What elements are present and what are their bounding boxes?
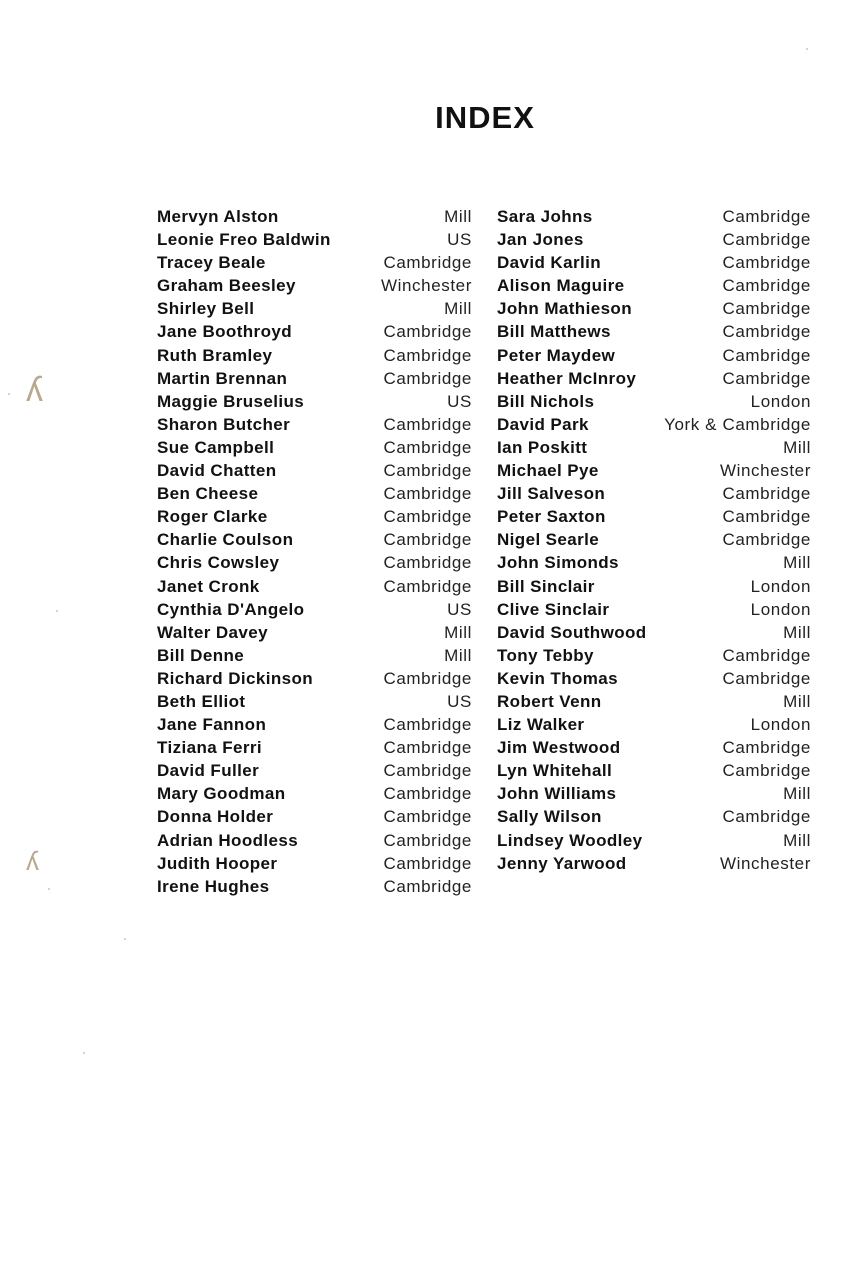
index-entry — [497, 736, 811, 759]
entry-name: David Southwood — [497, 622, 647, 642]
entry-name: Jane Fannon — [157, 715, 267, 735]
paper-speck — [124, 938, 126, 940]
index-entry — [497, 621, 811, 644]
entry-name: Shirley Bell — [157, 299, 255, 319]
entry-place: Winchester — [719, 461, 811, 481]
entry-name: Sue Campbell — [157, 437, 275, 457]
entry-name: Tiziana Ferri — [157, 738, 263, 758]
entry-name: Peter Maydew — [497, 345, 616, 365]
index-entry — [497, 690, 811, 713]
entry-name: Ruth Bramley — [157, 345, 273, 365]
index-entry — [497, 367, 811, 390]
entry-place: Cambridge — [722, 299, 811, 319]
entry-place: Cambridge — [383, 830, 472, 850]
entry-name: Jan Jones — [497, 230, 584, 250]
entry-place: London — [750, 576, 811, 596]
index-entry — [157, 505, 472, 528]
index-entry — [497, 482, 811, 505]
entry-place: Cambridge — [383, 368, 472, 388]
entry-name: Walter Davey — [157, 622, 268, 642]
entry-place: Mill — [444, 207, 472, 226]
entry-name: Judith Hooper — [157, 853, 278, 873]
index-entry — [497, 320, 811, 343]
index-entry — [157, 713, 472, 736]
entry-name: Lyn Whitehall — [497, 761, 613, 781]
index-entry — [497, 551, 811, 574]
entry-name: Clive Sinclair — [497, 599, 610, 619]
entry-name: Charlie Coulson — [157, 530, 294, 550]
index-entry — [497, 205, 811, 228]
index-entry — [497, 459, 811, 482]
index-entry — [497, 644, 811, 667]
entry-name: Richard Dickinson — [157, 668, 314, 688]
entry-name: Nigel Searle — [497, 530, 600, 550]
index-entry — [157, 528, 472, 551]
entry-name: David Chatten — [157, 461, 277, 481]
entry-name: Graham Beesley — [157, 276, 296, 296]
entry-name: David Fuller — [157, 761, 260, 781]
index-entry — [497, 829, 811, 852]
entry-name: Bill Matthews — [497, 322, 611, 342]
index-entry — [157, 367, 472, 390]
entry-place: Cambridge — [383, 668, 472, 688]
index-entry — [157, 413, 472, 436]
entry-place: Cambridge — [722, 345, 811, 365]
entry-place: Cambridge — [383, 761, 472, 781]
entry-name: John Mathieson — [497, 299, 632, 319]
index-entry — [497, 505, 811, 528]
entry-place: Mill — [783, 553, 811, 573]
paper-speck — [56, 610, 58, 612]
index-entry — [157, 344, 472, 367]
entry-place: Mill — [783, 691, 811, 711]
entry-name: Mervyn Alston — [157, 207, 279, 226]
entry-place: Cambridge — [383, 414, 472, 434]
entry-name: Sally Wilson — [497, 807, 602, 827]
index-entry — [497, 297, 811, 320]
index-entry — [157, 274, 472, 297]
entry-name: Leonie Freo Baldwin — [157, 230, 331, 250]
entry-name: John Simonds — [497, 553, 619, 573]
entry-name: Mary Goodman — [157, 784, 286, 804]
index-entry — [497, 274, 811, 297]
entry-place: Mill — [783, 622, 811, 642]
entry-name: Donna Holder — [157, 807, 274, 827]
entry-name: Michael Pye — [497, 461, 599, 481]
index-entry — [157, 621, 472, 644]
entry-name: Lindsey Woodley — [497, 830, 643, 850]
paper-smudge-mark: ʎ — [26, 846, 39, 876]
index-entry — [497, 528, 811, 551]
index-entry — [497, 713, 811, 736]
entry-place: Cambridge — [722, 738, 811, 758]
index-entry — [157, 644, 472, 667]
entry-place: Mill — [783, 830, 811, 850]
entry-name: Jim Westwood — [497, 738, 621, 758]
entry-place: Cambridge — [383, 507, 472, 527]
index-entry — [157, 482, 472, 505]
entry-place: Cambridge — [722, 668, 811, 688]
entry-name: Adrian Hoodless — [157, 830, 299, 850]
entry-place: Cambridge — [383, 553, 472, 573]
index-entry — [497, 413, 811, 436]
entry-place: US — [447, 391, 472, 411]
entry-place: US — [447, 691, 472, 711]
entry-name: Ian Poskitt — [497, 437, 588, 457]
entry-name: Chris Cowsley — [157, 553, 280, 573]
entry-name: Jill Salveson — [497, 484, 606, 504]
index-entry — [157, 690, 472, 713]
entry-place: Cambridge — [383, 437, 472, 457]
entry-place: Cambridge — [722, 322, 811, 342]
entry-place: Cambridge — [722, 645, 811, 665]
index-entry — [157, 805, 472, 828]
index-entry — [497, 852, 811, 875]
index-entry — [497, 436, 811, 459]
entry-place: Cambridge — [722, 807, 811, 827]
entry-place: Cambridge — [383, 484, 472, 504]
index-entry — [497, 782, 811, 805]
entry-place: Cambridge — [722, 276, 811, 296]
entry-place: London — [750, 391, 811, 411]
index-entry — [497, 759, 811, 782]
entry-name: Martin Brennan — [157, 368, 288, 388]
index-entry — [157, 251, 472, 274]
entry-name: David Park — [497, 414, 589, 434]
entry-name: Alison Maguire — [497, 276, 625, 296]
entry-place: Cambridge — [722, 368, 811, 388]
entry-name: Maggie Bruselius — [157, 391, 305, 411]
entry-place: London — [750, 715, 811, 735]
index-entry — [157, 852, 472, 875]
entry-place: Cambridge — [383, 784, 472, 804]
entry-place: Cambridge — [383, 322, 472, 342]
entry-place: York & Cambridge — [664, 414, 811, 434]
entry-name: Sara Johns — [497, 207, 593, 226]
index-entry — [157, 759, 472, 782]
index-entry — [157, 667, 472, 690]
entry-name: Ben Cheese — [157, 484, 259, 504]
index-entry — [497, 251, 811, 274]
entry-name: Jane Boothroyd — [157, 322, 293, 342]
index-entry — [157, 782, 472, 805]
entry-place: US — [447, 230, 472, 250]
entry-place: Cambridge — [722, 230, 811, 250]
index-entry — [157, 551, 472, 574]
entry-name: Tony Tebby — [497, 645, 594, 665]
index-column-right — [497, 205, 811, 875]
entry-name: Irene Hughes — [157, 876, 270, 896]
entry-place: Mill — [444, 622, 472, 642]
entry-place: Cambridge — [383, 807, 472, 827]
entry-place: Cambridge — [383, 853, 472, 873]
entry-place: Cambridge — [383, 738, 472, 758]
entry-place: Cambridge — [383, 876, 472, 896]
entry-place: Cambridge — [722, 207, 811, 226]
index-entry — [157, 575, 472, 598]
index-entry — [157, 736, 472, 759]
entry-name: Cynthia D'Angelo — [157, 599, 305, 619]
index-entry — [497, 228, 811, 251]
entry-name: Sharon Butcher — [157, 414, 291, 434]
index-entry — [157, 436, 472, 459]
paper-speck — [83, 1052, 85, 1054]
index-entry — [497, 344, 811, 367]
entry-place: London — [750, 599, 811, 619]
entry-name: Tracey Beale — [157, 253, 266, 273]
entry-name: John Williams — [497, 784, 617, 804]
index-entry — [157, 390, 472, 413]
entry-name: Janet Cronk — [157, 576, 260, 596]
entry-place: Cambridge — [722, 253, 811, 273]
entry-name: Bill Nichols — [497, 391, 595, 411]
index-entry — [157, 297, 472, 320]
entry-name: Robert Venn — [497, 691, 602, 711]
entry-place: Cambridge — [383, 576, 472, 596]
index-entry — [157, 598, 472, 621]
index-entry — [157, 829, 472, 852]
index-entry — [157, 320, 472, 343]
entry-place: Mill — [444, 299, 472, 319]
index-entry — [157, 459, 472, 482]
entry-place: Mill — [783, 437, 811, 457]
index-entry — [157, 205, 472, 228]
entry-name: David Karlin — [497, 253, 601, 273]
entry-place: Cambridge — [722, 484, 811, 504]
index-entry — [497, 667, 811, 690]
entry-place: Cambridge — [722, 761, 811, 781]
paper-speck — [806, 48, 808, 50]
entry-name: Heather McInroy — [497, 368, 637, 388]
entry-place: Mill — [783, 784, 811, 804]
entry-place: Winchester — [380, 276, 472, 296]
paper-smudge-mark: ʎ — [26, 371, 43, 409]
paper-speck — [48, 888, 50, 890]
entry-place: Mill — [444, 645, 472, 665]
entry-name: Jenny Yarwood — [497, 853, 627, 873]
entry-name: Liz Walker — [497, 715, 585, 735]
page-title: INDEX — [435, 100, 535, 135]
index-entry — [497, 598, 811, 621]
index-entry — [497, 805, 811, 828]
entry-name: Bill Sinclair — [497, 576, 595, 596]
entry-place: Cambridge — [722, 530, 811, 550]
index-entry — [497, 390, 811, 413]
entry-place: Cambridge — [383, 345, 472, 365]
entry-name: Bill Denne — [157, 645, 245, 665]
entry-place: Cambridge — [383, 715, 472, 735]
entry-name: Peter Saxton — [497, 507, 606, 527]
entry-place: Cambridge — [383, 530, 472, 550]
paper-speck — [8, 393, 10, 395]
entry-place: Cambridge — [383, 461, 472, 481]
entry-name: Beth Elliot — [157, 691, 246, 711]
entry-place: Winchester — [719, 853, 811, 873]
entry-name: Kevin Thomas — [497, 668, 618, 688]
entry-place: Cambridge — [722, 507, 811, 527]
index-entry — [157, 228, 472, 251]
index-column-left — [157, 205, 472, 898]
entry-place: Cambridge — [383, 253, 472, 273]
index-entry — [497, 575, 811, 598]
entry-name: Roger Clarke — [157, 507, 268, 527]
index-entry — [157, 875, 472, 898]
entry-place: US — [447, 599, 472, 619]
